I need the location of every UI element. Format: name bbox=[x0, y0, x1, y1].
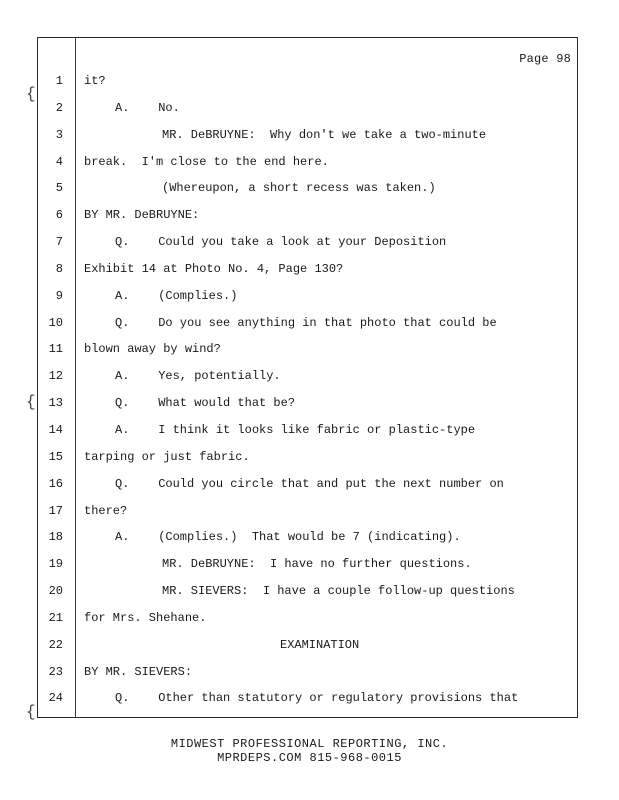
line-number: 19 bbox=[48, 557, 63, 572]
line-text: BY MR. SIEVERS: bbox=[84, 664, 193, 679]
line-text: BY MR. DeBRUYNE: bbox=[84, 208, 200, 223]
transcript-line bbox=[37, 632, 578, 659]
line-number: 13 bbox=[48, 396, 63, 411]
transcript-line bbox=[37, 229, 578, 256]
line-number: 21 bbox=[48, 610, 63, 625]
transcript-line bbox=[37, 578, 578, 605]
line-text: A. I think it looks like fabric or plastic-type bbox=[115, 422, 476, 437]
line-number: 4 bbox=[55, 154, 63, 169]
line-number: 20 bbox=[48, 584, 63, 599]
transcript-line bbox=[37, 551, 578, 578]
line-number: 1 bbox=[55, 74, 63, 88]
transcript-line bbox=[37, 175, 578, 202]
line-number: 14 bbox=[48, 422, 63, 437]
line-number: 6 bbox=[55, 208, 63, 223]
line-text: Q. Could you circle that and put the next number on bbox=[115, 476, 504, 491]
line-text: MR. SIEVERS: I have a couple follow-up questions bbox=[162, 584, 515, 599]
line-number: 11 bbox=[48, 342, 63, 357]
line-number: 3 bbox=[55, 127, 63, 142]
transcript-line bbox=[37, 68, 578, 95]
line-number: 17 bbox=[48, 503, 63, 518]
line-text: A. (Complies.) That would be 7 (indicating). bbox=[115, 530, 461, 545]
transcript-lines bbox=[37, 68, 578, 712]
transcript-line bbox=[37, 685, 578, 712]
transcript-line bbox=[37, 390, 578, 417]
transcript-line bbox=[37, 336, 578, 363]
transcript-line bbox=[37, 149, 578, 176]
line-text: Q. What would that be? bbox=[115, 396, 296, 411]
binding-bracket-mark: { bbox=[26, 393, 36, 411]
line-number: 9 bbox=[55, 288, 63, 303]
line-text: A. No. bbox=[115, 100, 180, 115]
line-number: 5 bbox=[55, 181, 63, 196]
transcript-line bbox=[37, 283, 578, 310]
line-number: 8 bbox=[55, 261, 63, 276]
line-text: MR. DeBRUYNE: Why don't we take a two-minute bbox=[162, 127, 487, 142]
line-text: there? bbox=[84, 503, 128, 518]
footer-company: MIDWEST PROFESSIONAL REPORTING, INC. bbox=[170, 737, 449, 751]
transcript-line bbox=[37, 498, 578, 525]
line-text: it? bbox=[84, 74, 106, 88]
line-number: 23 bbox=[48, 664, 63, 679]
transcript-line bbox=[37, 202, 578, 229]
line-text: MR. DeBRUYNE: I have no further questions. bbox=[162, 557, 472, 572]
line-text: A. (Complies.) bbox=[115, 288, 238, 303]
line-text: tarping or just fabric. bbox=[84, 449, 250, 464]
line-text: (Whereupon, a short recess was taken.) bbox=[162, 181, 436, 196]
line-text: A. Yes, potentially. bbox=[115, 369, 281, 384]
transcript-line bbox=[37, 444, 578, 471]
line-number: 2 bbox=[55, 100, 63, 115]
line-text: Q. Could you take a look at your Deposition bbox=[115, 235, 447, 250]
line-text: for Mrs. Shehane. bbox=[84, 610, 207, 625]
transcript-line bbox=[37, 122, 578, 149]
transcript-line bbox=[37, 524, 578, 551]
line-text: blown away by wind? bbox=[84, 342, 221, 357]
line-number: 12 bbox=[48, 369, 63, 384]
line-number: 24 bbox=[48, 691, 63, 706]
transcript-line bbox=[37, 310, 578, 337]
line-text: break. I'm close to the end here. bbox=[84, 154, 329, 169]
page-number: Page 98 bbox=[519, 52, 571, 66]
line-number: 10 bbox=[48, 315, 63, 330]
transcript-line bbox=[37, 471, 578, 498]
line-text: EXAMINATION bbox=[280, 637, 360, 652]
line-text: Q. Other than statutory or regulatory provisions that bbox=[115, 691, 519, 706]
transcript-line bbox=[37, 95, 578, 122]
line-number: 7 bbox=[55, 235, 63, 250]
transcript-line bbox=[37, 417, 578, 444]
transcript-line bbox=[37, 256, 578, 283]
line-number: 18 bbox=[48, 530, 63, 545]
transcript-line bbox=[37, 363, 578, 390]
line-text: Q. Do you see anything in that photo that could be bbox=[115, 315, 497, 330]
binding-bracket-mark: { bbox=[26, 703, 36, 721]
line-number: 15 bbox=[48, 449, 63, 464]
footer-contact: MPRDEPS.COM 815-968-0015 bbox=[217, 751, 402, 765]
binding-bracket-mark: { bbox=[26, 85, 36, 103]
transcript-line bbox=[37, 659, 578, 686]
transcript-line bbox=[37, 605, 578, 632]
line-number: 22 bbox=[48, 637, 63, 652]
line-text: Exhibit 14 at Photo No. 4, Page 130? bbox=[84, 261, 344, 276]
line-number: 16 bbox=[48, 476, 63, 491]
